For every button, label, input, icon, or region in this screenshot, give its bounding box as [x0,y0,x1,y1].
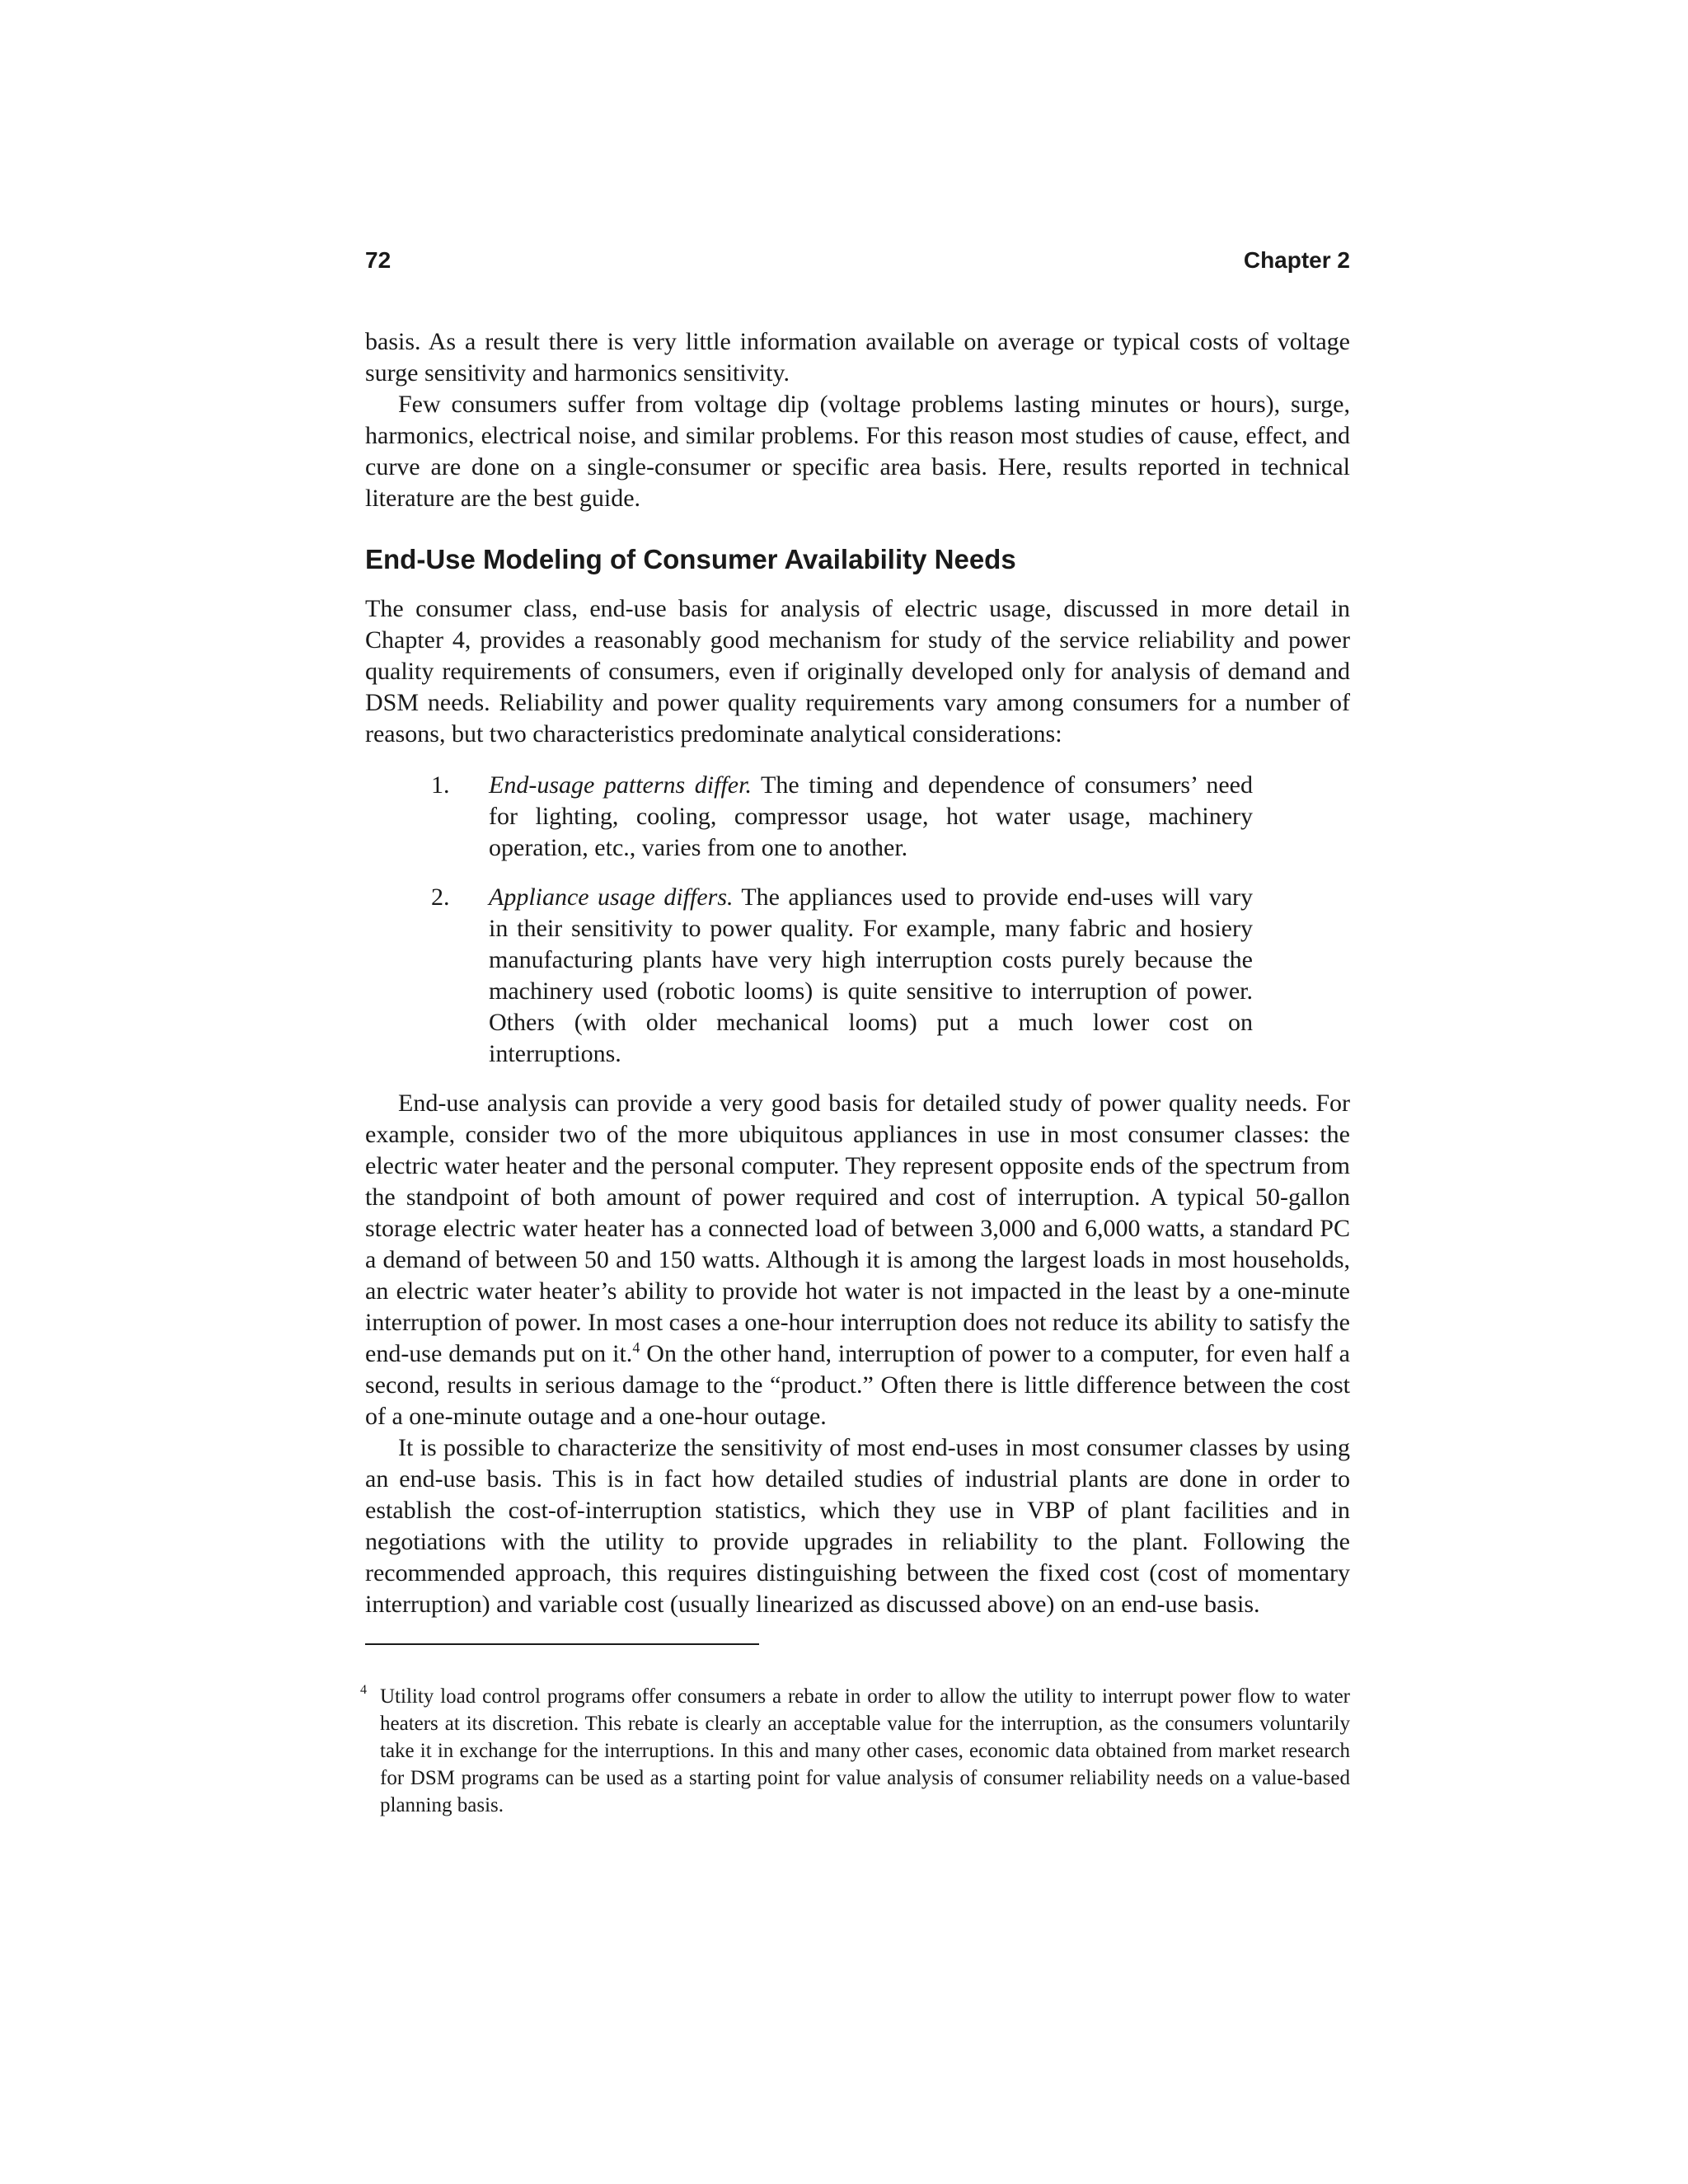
paragraph-voltage-problems: Few consumers suffer from voltage dip (voltage problems lasting minutes or hours), surge, harmonics, electrical noise, and similar problems. For this reason most studies of cause, effect, and curve are done on a single-consumer or specific area basis. Here, results reported in technical literature are the best guide. [365,391,1350,512]
chapter-label: Chapter 2 [1243,247,1350,273]
footnote-text: Utility load control programs offer consumers a rebate in order to allow the utility to interrupt power flow to water heaters at its discretion. This rebate is clearly an acceptable value for the interruption, as the consumers voluntarily take it in exchange for the interruptions. In this and many other cases, economic data obtained from market research for DSM programs can be used as a starting point for value analysis of consumer reliability needs on a value-based planning basis. [380,1685,1350,1816]
paragraph-end-use-basis: The consumer class, end-use basis for analysis of electric usage, discussed in more detail in Chapter 4, provides a reasonably good mechanism for study of the service reliability and power quality requirements of consumers, even if originally developed only for analysis of demand and DSM needs. Reliability and power quality requirements vary among consumers for a number of reasons, but two characteristics predominate analytical considerations: [365,595,1350,748]
list-item-term: Appliance usage differs. [489,883,734,911]
list-item-number: 2. [431,883,450,911]
paragraph-text: End-use analysis can provide a very good basis for detailed study of power quality needs. For example, consider two of the more ubiquitous appliances in use in most consumer classes: the electric water heater and the personal computer. They represent opposite ends of the spectrum from the standpoint of both amount of power required and cost of interruption. A typical 50-gallon storage electric water heater has a connected load of between 3,000 and 6,000 watts, a standard PC a demand of between 50 and 150 watts. Although it is among the largest loads in most households, an electric water heater’s ability to provide hot water is not impacted in the least by a one-minute interruption of power. In most cases a one-hour interruption does not reduce its ability to satisfy the end-use demands put on it. [365,1090,1350,1367]
footnote-number: 4 [360,1683,367,1697]
list-item [431,882,1253,1070]
body-text [360,326,1350,1819]
numbered-list [365,770,1350,1070]
list-item-term: End-usage patterns differ. [489,771,752,799]
list-item-text: The appliances used to provide end-uses will vary in their sensitivity to power quality. For example, many fabric and hosiery manufacturing plants have very high interruption costs purely because the machinery used (robotic looms) is quite sensitive to interruption of power. Others (with older mechanical looms) put a much lower cost on interruptions. [489,883,1253,1067]
footnote [360,1683,1350,1819]
list-item-text: The timing and dependence of consumers’ need for lighting, cooling, compressor usage, hot water usage, machinery operation, etc., varies from one to another. [489,771,1254,861]
footnote-divider [365,1643,759,1645]
running-head [365,247,1350,284]
list-item-number: 1. [431,771,450,799]
page-number: 72 [365,247,392,273]
list-item [431,770,1254,864]
section-heading: End-Use Modeling of Consumer Availability Needs [365,544,1016,574]
footnote-reference[interactable]: 4 [632,1339,640,1356]
paragraph-sensitivity: It is possible to characterize the sensitivity of most end-uses in most consumer classes by using an end-use basis. This is in fact how detailed studies of industrial plants are done in order to establish the cost-of-interruption statistics, which they use in VBP of plant facilities and in negotiations with the utility to provide upgrades in reliability to the plant. Following the recommended approach, this requires distinguishing between the fixed cost (cost of momentary interruption) and variable cost (usually linearized as discussed above) on an end-use basis. [365,1434,1350,1618]
book-page [360,247,1350,1819]
paragraph-text: On the other hand, interruption of power to a computer, for even half a second, results in serious damage to the “product.” Often there is little difference between the cost of a one-minute outage and a one-hour outage. [365,1340,1350,1430]
paragraph-end-use-analysis [365,1088,1350,1432]
paragraph-continued: basis. As a result there is very little information available on average or typical costs of voltage surge sensitivity and harmonics sensitivity. [365,328,1350,387]
